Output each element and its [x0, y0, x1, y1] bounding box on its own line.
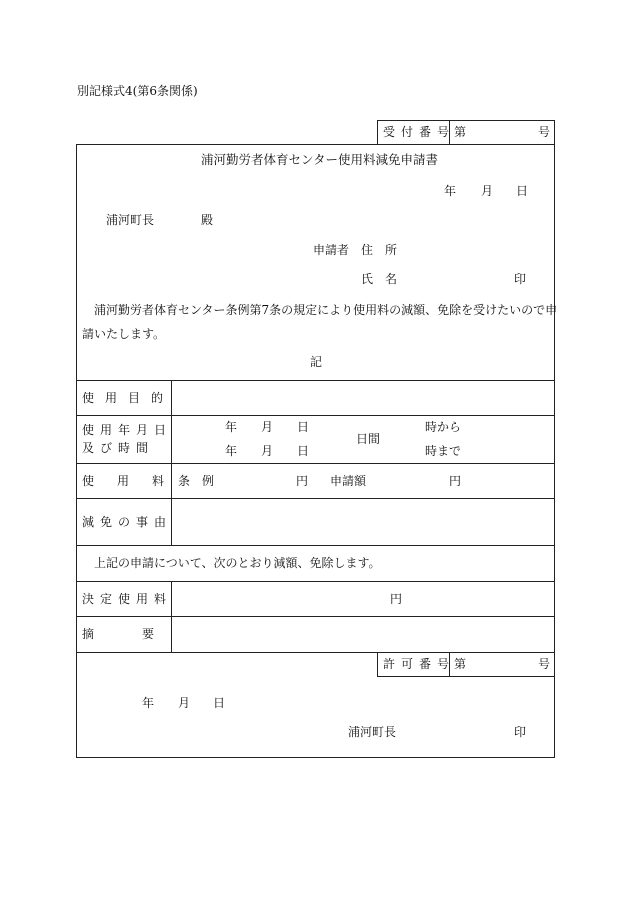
datetime-label-1: 使用年月日 — [82, 423, 173, 437]
ordinance-fee-label: 条 例 — [178, 474, 215, 488]
date-day: 日 — [516, 184, 529, 198]
footer-seal: 印 — [514, 725, 527, 739]
applicant-name-label: 氏 名 — [361, 272, 398, 286]
requested-amount-label: 申請額 — [330, 474, 367, 488]
decision-text: 上記の申請について、次のとおり減額、免除します。 — [94, 556, 381, 570]
applicant-label: 申請者 — [313, 243, 350, 257]
footer-mayor: 浦河町長 — [348, 725, 397, 739]
permit-left-border — [377, 652, 378, 677]
reason-label: 減免の事由 — [82, 515, 173, 529]
remarks-label: 摘 要 — [82, 627, 155, 641]
body-text-line-2: 請いたします。 — [82, 327, 166, 341]
row-divider — [76, 498, 555, 499]
row-divider — [76, 380, 555, 381]
ordinance-fee-yen: 円 — [296, 474, 309, 488]
row-divider — [76, 415, 555, 416]
purpose-label: 使用目的 — [82, 391, 175, 405]
from-year: 年 — [225, 420, 238, 434]
days-count-label: 日間 — [356, 432, 381, 446]
applicant-seal: 印 — [514, 272, 527, 286]
permit-bottom-border — [377, 676, 555, 677]
datetime-label-2: 及び時間 — [82, 441, 155, 455]
permit-label: 許可番号 — [383, 657, 456, 671]
reception-go: 号 — [538, 125, 551, 139]
row-divider — [76, 545, 555, 546]
time-until-label: 時まで — [425, 444, 462, 458]
fee-label: 使用料 — [82, 474, 188, 488]
row-divider — [76, 652, 555, 653]
decided-fee-label: 決定使用料 — [82, 592, 173, 606]
decided-fee-yen: 円 — [390, 592, 403, 606]
from-day: 日 — [297, 420, 310, 434]
to-year: 年 — [225, 444, 238, 458]
footer-year: 年 — [142, 696, 155, 710]
requested-amount-yen: 円 — [449, 474, 462, 488]
footer-day: 日 — [213, 696, 226, 710]
footer-month: 月 — [178, 696, 191, 710]
applicant-address-label: 住 所 — [361, 243, 398, 257]
reception-label: 受付番号 — [383, 125, 456, 139]
ki-heading: 記 — [310, 355, 323, 369]
addressee-honorific: 殿 — [201, 213, 214, 227]
addressee-name: 浦河町長 — [106, 213, 155, 227]
permit-go: 号 — [538, 657, 551, 671]
row-divider — [76, 581, 555, 582]
to-day: 日 — [297, 444, 310, 458]
form-id: 別記様式4(第6条関係) — [77, 84, 198, 98]
row-divider — [76, 616, 555, 617]
date-year: 年 — [444, 184, 457, 198]
form-title: 浦河勤労者体育センター使用料減免申請書 — [201, 152, 439, 167]
body-text-line-1: 浦河勤労者体育センター条例第7条の規定により使用料の減額、免除を受けたいので申 — [94, 303, 558, 317]
permit-dai: 第 — [454, 657, 467, 671]
to-month: 月 — [261, 444, 274, 458]
from-month: 月 — [261, 420, 274, 434]
row-divider — [76, 463, 555, 464]
date-month: 月 — [481, 184, 494, 198]
time-from-label: 時から — [425, 420, 462, 434]
reception-dai: 第 — [454, 125, 467, 139]
